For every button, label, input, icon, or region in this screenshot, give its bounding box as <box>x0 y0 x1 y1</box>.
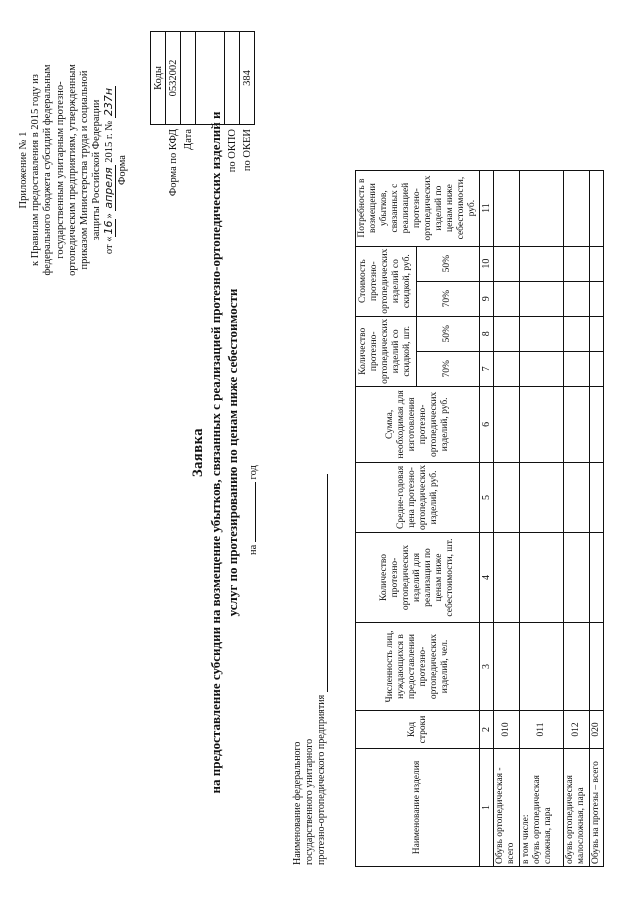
cell-persons[interactable] <box>590 623 604 711</box>
codes-label: Форма по КФД <box>167 129 179 197</box>
cell-sum[interactable] <box>520 386 564 462</box>
codes-value: 384 <box>240 32 255 125</box>
table-row <box>494 170 520 866</box>
cell-avg-price[interactable] <box>520 462 564 532</box>
org-label: Наименование федерального <box>292 741 303 865</box>
cell-avg-price[interactable] <box>590 462 604 532</box>
cell-qty-70[interactable] <box>590 351 604 386</box>
cell-cost-50[interactable] <box>520 246 564 281</box>
cell-sum[interactable] <box>590 386 604 462</box>
cell-need[interactable] <box>590 170 604 246</box>
period-suffix: год <box>248 465 259 480</box>
header-pct: 50% <box>416 316 479 351</box>
cell-cost-70[interactable] <box>520 281 564 316</box>
cell-qty-50[interactable] <box>590 316 604 351</box>
codes-label: по ОКПО <box>226 129 238 173</box>
appendix-line: ортопедическим предприятиям, утвержденным <box>66 64 78 276</box>
application-table <box>355 170 604 867</box>
column-number: 8 <box>480 316 494 351</box>
cell-qty-50[interactable] <box>520 316 564 351</box>
cell-need[interactable] <box>520 170 564 246</box>
header-persons: Численность лиц, нуждающихся в предоставлении протезно-ортопедических изделий, чел. <box>356 623 480 711</box>
column-number: 7 <box>480 351 494 386</box>
header-pct: 70% <box>416 281 479 316</box>
cell-cost-50[interactable] <box>494 246 520 281</box>
column-number: 2 <box>480 711 494 749</box>
form-word: Форма <box>116 155 128 185</box>
org-label: государственного унитарного <box>304 738 315 865</box>
row-code: 012 <box>564 711 590 749</box>
cell-quantity[interactable] <box>520 533 564 623</box>
row-name: в том числе: обувь ортопедическая сложная, пара <box>520 749 564 867</box>
column-number: 1 <box>480 749 494 867</box>
cell-qty-70[interactable] <box>520 351 564 386</box>
codes-value: 0532002 <box>166 32 181 125</box>
cell-avg-price[interactable] <box>494 462 520 532</box>
org-label: протезно-ортопедического предприятия <box>316 694 327 865</box>
column-number: 4 <box>480 533 494 623</box>
date-month: апреля <box>102 167 116 209</box>
cell-cost-50[interactable] <box>564 246 590 281</box>
appendix-block <box>18 20 129 320</box>
date-day: 16 <box>102 220 116 235</box>
row-name: обувь ортопедическая малосложная, пара <box>564 749 590 867</box>
cell-quantity[interactable] <box>564 533 590 623</box>
table-row <box>590 170 604 866</box>
row-name: Обувь ортопедическая - всего <box>494 749 520 867</box>
date-prefix: от « <box>104 236 116 255</box>
period-line <box>248 465 259 555</box>
codes-label: Дата <box>182 129 194 150</box>
cell-sum[interactable] <box>564 386 590 462</box>
header-qty-discount: Количество протезно-ортопедических изделий со скидкой, шт. <box>356 316 417 386</box>
cell-persons[interactable] <box>564 623 590 711</box>
header-avg-price: Средне-годовая цена протезно-ортопедических изделий, руб. <box>356 462 480 532</box>
column-number: 5 <box>480 462 494 532</box>
row-name: Обувь на протезы – всего <box>590 749 604 867</box>
column-number: 11 <box>480 170 494 246</box>
org-name-blank <box>327 474 328 692</box>
appendix-line: государственным унитарным протезно- <box>54 81 66 259</box>
cell-cost-70[interactable] <box>494 281 520 316</box>
cell-qty-50[interactable] <box>564 316 590 351</box>
cell-qty-50[interactable] <box>494 316 520 351</box>
header-quantity: Количество протезно-ортопедических изделий для реализации по ценам ниже себестоимости, шт. <box>356 533 480 623</box>
cell-cost-70[interactable] <box>564 281 590 316</box>
cell-persons[interactable] <box>494 623 520 711</box>
header-sum: Сумма, необходимая для изготовления протезно-ортопедических изделий, руб. <box>356 386 480 462</box>
row-code: 020 <box>590 711 604 749</box>
appendix-line: защиты Российской Федерации <box>91 99 103 241</box>
appendix-line: приказом Министерства труда и социальной <box>79 70 91 270</box>
date-mid: » <box>104 213 116 219</box>
cell-need[interactable] <box>564 170 590 246</box>
document-title <box>190 40 241 865</box>
cell-persons[interactable] <box>520 623 564 711</box>
cell-qty-70[interactable] <box>494 351 520 386</box>
codes-label: по ОКЕИ <box>241 129 253 172</box>
cell-avg-price[interactable] <box>564 462 590 532</box>
appendix-number: Приложение № 1 <box>18 131 29 209</box>
codes-header: Коды <box>151 32 166 125</box>
cell-sum[interactable] <box>494 386 520 462</box>
organization-block <box>292 445 328 865</box>
order-number: 237н <box>102 87 116 117</box>
row-code: 011 <box>520 711 564 749</box>
header-pct: 70% <box>416 351 479 386</box>
cell-need[interactable] <box>494 170 520 246</box>
header-cost-discount: Стоимость протезно-ортопедических изделий со скидкой, руб. <box>356 246 417 316</box>
cell-cost-70[interactable] <box>590 281 604 316</box>
org-label-last <box>316 445 328 865</box>
cell-quantity[interactable] <box>494 533 520 623</box>
title-line: на предоставление субсидии на возмещение убытков, связанных с реализацией протезно-ортопедических изделий и <box>208 111 223 794</box>
table-row <box>520 170 564 866</box>
cell-cost-50[interactable] <box>590 246 604 281</box>
title-word: Заявка <box>190 428 206 477</box>
row-code: 010 <box>494 711 520 749</box>
appendix-order-date <box>103 20 116 320</box>
column-number-row <box>480 170 494 866</box>
table-row <box>564 170 590 866</box>
header-need: Потребность в возмещении убытков, связанных с реализацией протезно-ортопедических изделий по ценам ниже себестоимости, руб. <box>356 170 480 246</box>
column-number: 10 <box>480 246 494 281</box>
appendix-line: к Правилам предоставления в 2015 году из <box>30 74 42 266</box>
period-prefix: на <box>248 544 259 555</box>
title-line: услуг по протезированию по ценам ниже себестоимости <box>225 288 240 617</box>
year-blank <box>255 482 256 542</box>
header-name: Наименование изделия <box>356 749 480 867</box>
column-number: 6 <box>480 386 494 462</box>
header-pct: 50% <box>416 246 479 281</box>
cell-qty-70[interactable] <box>564 351 590 386</box>
column-number: 9 <box>480 281 494 316</box>
header-code: Код строки <box>356 711 480 749</box>
date-year: 2015 г. № <box>104 120 116 163</box>
cell-quantity[interactable] <box>590 533 604 623</box>
appendix-line: федерального бюджета субсидий федеральным <box>42 64 54 276</box>
column-number: 3 <box>480 623 494 711</box>
